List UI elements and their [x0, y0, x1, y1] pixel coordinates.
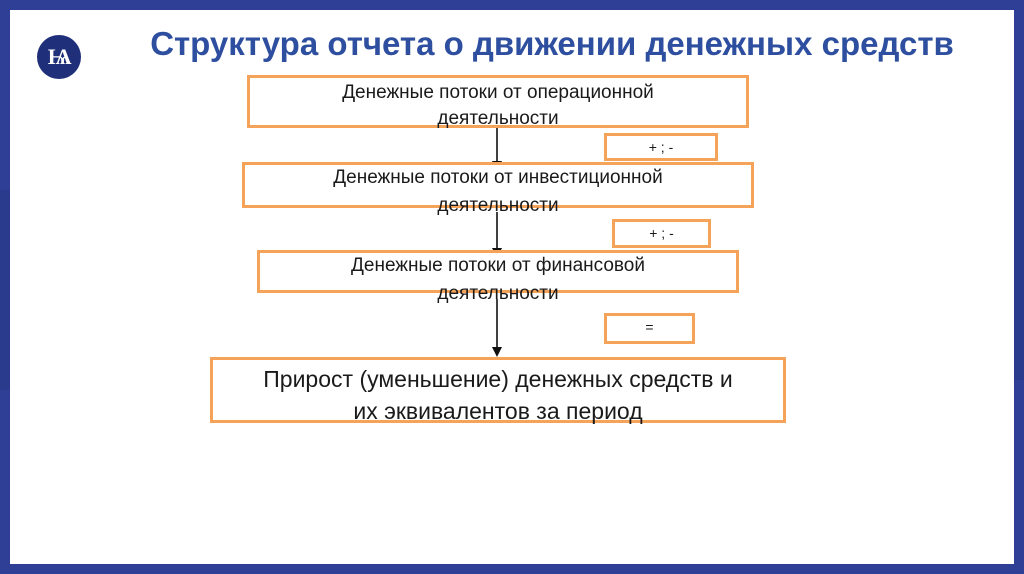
operator-label-2: + ; - [649, 225, 674, 241]
operating-line-1: Денежные потоки от операционной [342, 82, 654, 103]
frame-stripe [0, 190, 10, 390]
frame-stripe [1014, 120, 1024, 380]
net-change-box [210, 357, 786, 423]
financing-line-1: Денежные потоки от финансовой [351, 255, 645, 276]
result-line-2: их эквивалентов за период [353, 398, 643, 424]
operator-label-1: + ; - [648, 139, 674, 155]
investing-cashflow-box [242, 162, 754, 216]
operating-cashflow-box [247, 75, 749, 128]
operator-box-1 [604, 133, 718, 161]
logo-mark: Ѩ [47, 44, 71, 70]
operator-label-3: = [645, 319, 654, 335]
result-line-1: Прирост (уменьшение) денежных средств и [263, 366, 733, 392]
financing-cashflow-box [257, 250, 739, 304]
investing-line-1: Денежные потоки от инвестиционной [333, 167, 663, 188]
financing-line-2: деятельности [437, 283, 559, 304]
operator-box-3 [604, 313, 695, 344]
operator-box-2 [612, 219, 711, 248]
operating-line-2: деятельности [437, 108, 559, 129]
page-title: Структура отчета о движении денежных средств [150, 25, 954, 62]
investing-line-2: деятельности [437, 195, 559, 216]
